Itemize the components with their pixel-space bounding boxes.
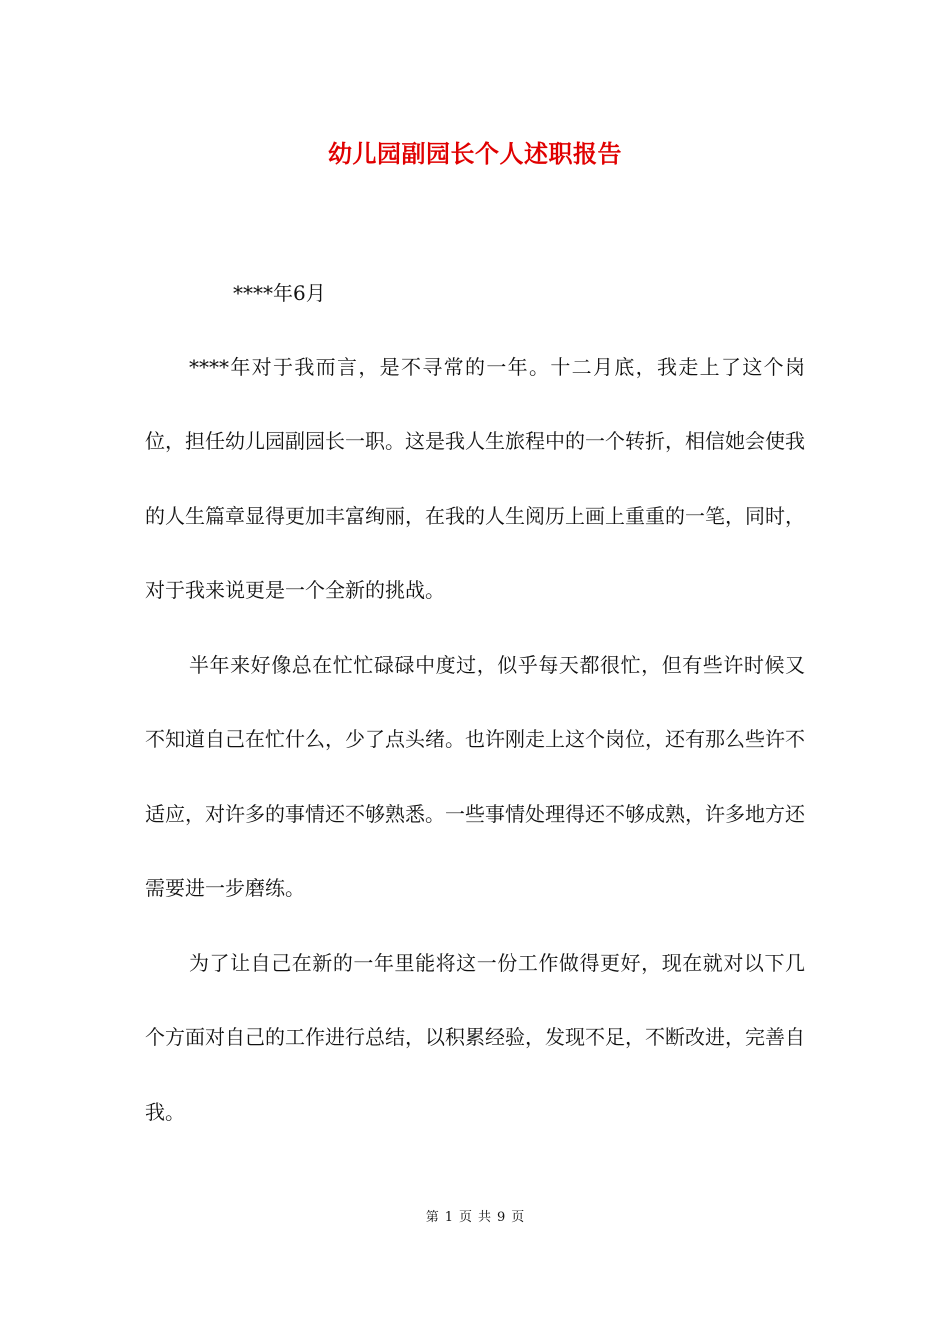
footer-label-ye2: 页 xyxy=(511,1210,525,1225)
footer-total-pages: 9 xyxy=(497,1210,506,1225)
report-date: ****年6月 xyxy=(233,281,326,305)
page-title: 幼儿园副园长个人述职报告 xyxy=(328,139,622,168)
footer-label-ye: 页 xyxy=(458,1210,472,1225)
footer-label-di: 第 xyxy=(425,1210,439,1225)
paragraph-1: ****年对于我而言，是不寻常的一年。十二月底，我走上了这个岗位，担任幼儿园副园长一职。这是我人生旅程中的一个转折，相信她会使我的人生篇章显得更加丰富绚丽，在我的人生阅历上画上重重的一笔，同时，对于我来说更是一个全新的挑战。 xyxy=(145,355,805,603)
page-footer xyxy=(0,1209,950,1227)
footer-label-gong: 共 xyxy=(478,1210,492,1225)
paragraph-3: 为了让自己在新的一年里能将这一份工作做得更好，现在就对以下几个方面对自己的工作进行总结，以积累经验，发现不足，不断改进，完善自我。 xyxy=(145,951,805,1124)
footer-page-number: 1 xyxy=(444,1210,453,1225)
paragraph-2: 半年来好像总在忙忙碌碌中度过，似乎每天都很忙，但有些许时候又不知道自己在忙什么，少了点头绪。也许刚走上这个岗位，还有那么些许不适应，对许多的事情还不够熟悉。一些事情处理得还不够成熟，许多地方还需要进一步磨练。 xyxy=(145,653,805,901)
